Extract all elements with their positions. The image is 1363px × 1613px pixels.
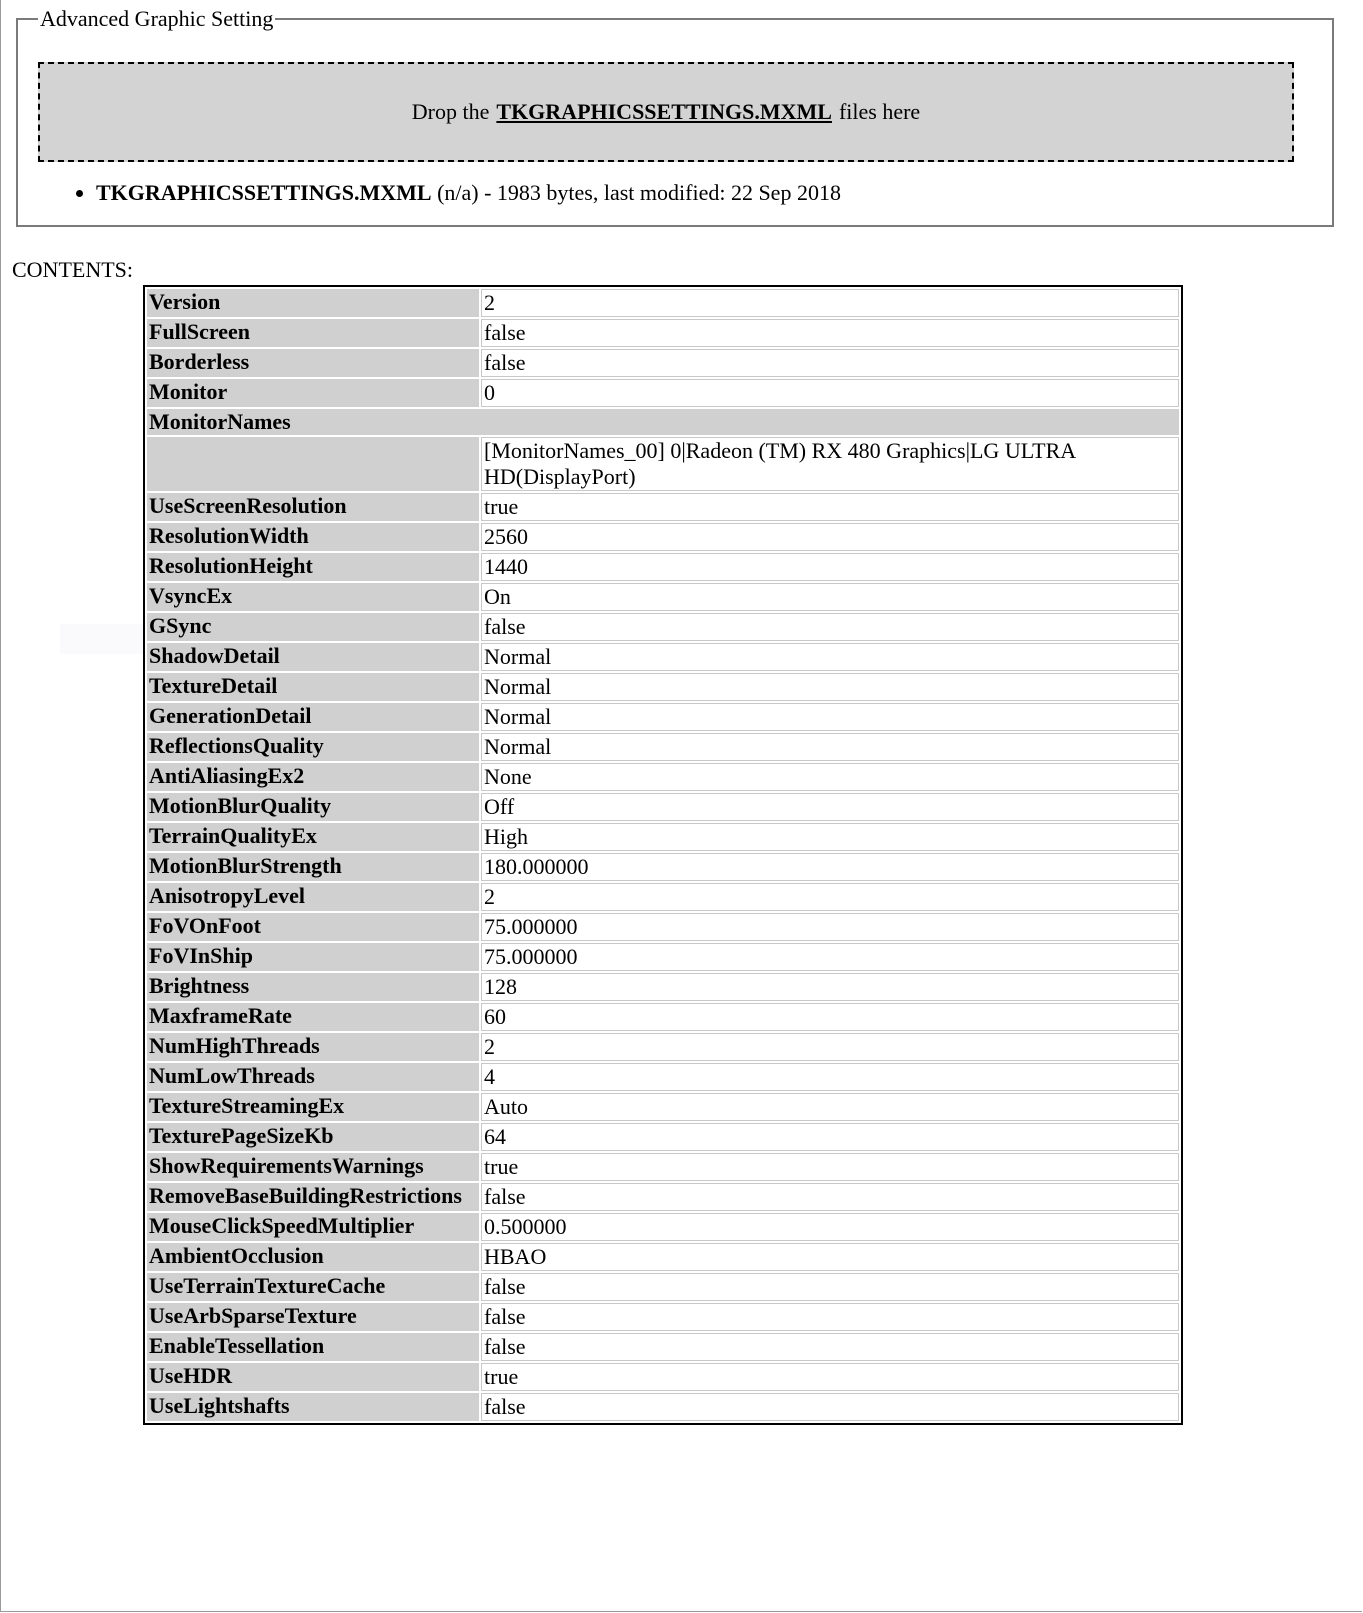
setting-value: Normal (481, 703, 1179, 731)
setting-value: false (481, 319, 1179, 347)
setting-key: UseArbSparseTexture (147, 1303, 479, 1331)
setting-value: 180.000000 (481, 853, 1179, 881)
section-header: MonitorNames (147, 409, 1179, 435)
setting-key: RemoveBaseBuildingRestrictions (147, 1183, 479, 1211)
setting-key: TextureStreamingEx (147, 1093, 479, 1121)
table-row (147, 1033, 1179, 1061)
table-row (147, 733, 1179, 761)
setting-value: true (481, 493, 1179, 521)
table-row (147, 1003, 1179, 1031)
setting-value: false (481, 1303, 1179, 1331)
setting-value: 64 (481, 1123, 1179, 1151)
table-row (147, 1093, 1179, 1121)
table-row (147, 319, 1179, 347)
setting-key: MaxframeRate (147, 1003, 479, 1031)
setting-value: 2 (481, 1033, 1179, 1061)
table-row (147, 1123, 1179, 1151)
setting-value: 2 (481, 883, 1179, 911)
setting-key: TerrainQualityEx (147, 823, 479, 851)
setting-key: ResolutionHeight (147, 553, 479, 581)
setting-value: 0.500000 (481, 1213, 1179, 1241)
setting-key: UseScreenResolution (147, 493, 479, 521)
setting-value: 60 (481, 1003, 1179, 1031)
advanced-graphic-setting-group (16, 8, 1334, 227)
setting-key: Borderless (147, 349, 479, 377)
setting-value: 75.000000 (481, 913, 1179, 941)
setting-key: MotionBlurStrength (147, 853, 479, 881)
setting-key: ResolutionWidth (147, 523, 479, 551)
table-row (147, 493, 1179, 521)
contents-table-body (147, 289, 1179, 1421)
setting-key: UseTerrainTextureCache (147, 1273, 479, 1301)
setting-value: Normal (481, 733, 1179, 761)
table-row (147, 1243, 1179, 1271)
table-row (147, 913, 1179, 941)
table-row (147, 1363, 1179, 1391)
setting-value: Auto (481, 1093, 1179, 1121)
table-row (147, 1153, 1179, 1181)
setting-key: EnableTessellation (147, 1333, 479, 1361)
drop-zone-prefix: Drop the (411, 99, 490, 124)
setting-value: Off (481, 793, 1179, 821)
table-row (147, 703, 1179, 731)
setting-value: Normal (481, 643, 1179, 671)
setting-value: false (481, 1183, 1179, 1211)
table-row (147, 523, 1179, 551)
setting-key: FullScreen (147, 319, 479, 347)
setting-value: false (481, 1333, 1179, 1361)
setting-value: High (481, 823, 1179, 851)
setting-key: FoVInShip (147, 943, 479, 971)
setting-value: false (481, 613, 1179, 641)
table-row (147, 673, 1179, 701)
setting-value: true (481, 1153, 1179, 1181)
setting-key (147, 437, 479, 491)
contents-table (143, 285, 1183, 1425)
setting-value: 1440 (481, 553, 1179, 581)
table-row (147, 643, 1179, 671)
file-details: (n/a) - 1983 bytes, last modified: 22 Sep 2018 (437, 180, 841, 205)
table-row (147, 1393, 1179, 1421)
setting-key: AnisotropyLevel (147, 883, 479, 911)
table-row (147, 1183, 1179, 1211)
setting-key: UseLightshafts (147, 1393, 479, 1421)
setting-key: FoVOnFoot (147, 913, 479, 941)
group-legend: Advanced Graphic Setting (40, 6, 274, 31)
setting-key: UseHDR (147, 1363, 479, 1391)
table-row (147, 1333, 1179, 1361)
table-row (147, 853, 1179, 881)
setting-key: NumHighThreads (147, 1033, 479, 1061)
setting-key: ShadowDetail (147, 643, 479, 671)
table-row (147, 883, 1179, 911)
setting-key: VsyncEx (147, 583, 479, 611)
table-row (147, 1213, 1179, 1241)
setting-key: MouseClickSpeedMultiplier (147, 1213, 479, 1241)
table-row (147, 553, 1179, 581)
setting-value: true (481, 1363, 1179, 1391)
setting-value: 2560 (481, 523, 1179, 551)
table-row (147, 349, 1179, 377)
setting-key: Monitor (147, 379, 479, 407)
setting-key: ReflectionsQuality (147, 733, 479, 761)
setting-value: false (481, 349, 1179, 377)
table-row (147, 437, 1179, 491)
file-list-item (96, 180, 841, 206)
contents-label: CONTENTS: (12, 257, 133, 282)
file-drop-zone[interactable] (38, 62, 1294, 162)
table-row (147, 379, 1179, 407)
table-row (147, 583, 1179, 611)
table-row (147, 763, 1179, 791)
setting-key: Version (147, 289, 479, 317)
table-row (147, 793, 1179, 821)
setting-key: TexturePageSizeKb (147, 1123, 479, 1151)
setting-value: 4 (481, 1063, 1179, 1091)
table-row (147, 289, 1179, 317)
drop-zone-filename: TKGRAPHICSSETTINGS.MXML (496, 99, 832, 124)
setting-value: false (481, 1393, 1179, 1421)
setting-key: TextureDetail (147, 673, 479, 701)
setting-value: Normal (481, 673, 1179, 701)
table-row (147, 973, 1179, 1001)
file-list (38, 180, 841, 206)
setting-value: 2 (481, 289, 1179, 317)
table-row (147, 943, 1179, 971)
setting-key: GSync (147, 613, 479, 641)
setting-key: AmbientOcclusion (147, 1243, 479, 1271)
setting-key: ShowRequirementsWarnings (147, 1153, 479, 1181)
table-row (147, 1303, 1179, 1331)
table-row (147, 1273, 1179, 1301)
setting-key: GenerationDetail (147, 703, 479, 731)
file-name: TKGRAPHICSSETTINGS.MXML (96, 180, 432, 205)
setting-value: 0 (481, 379, 1179, 407)
setting-key: NumLowThreads (147, 1063, 479, 1091)
setting-key: AntiAliasingEx2 (147, 763, 479, 791)
table-row (147, 613, 1179, 641)
setting-key: MotionBlurQuality (147, 793, 479, 821)
setting-value: None (481, 763, 1179, 791)
setting-value: 75.000000 (481, 943, 1179, 971)
setting-value: false (481, 1273, 1179, 1301)
table-row (147, 823, 1179, 851)
drop-zone-suffix: files here (838, 99, 921, 124)
table-row (147, 409, 1179, 435)
setting-value: HBAO (481, 1243, 1179, 1271)
setting-value: On (481, 583, 1179, 611)
setting-value: 128 (481, 973, 1179, 1001)
setting-key: Brightness (147, 973, 479, 1001)
table-row (147, 1063, 1179, 1091)
setting-value: [MonitorNames_00] 0|Radeon (TM) RX 480 Graphics|LG ULTRA HD(DisplayPort) (481, 437, 1179, 491)
